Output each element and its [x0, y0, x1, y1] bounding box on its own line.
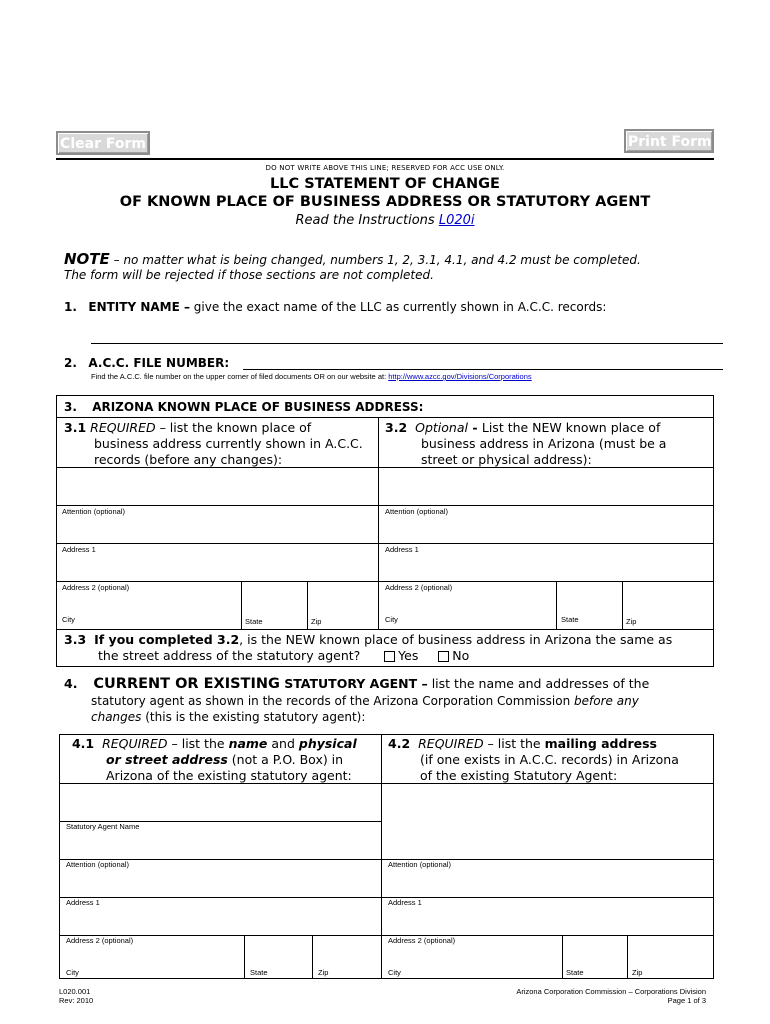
s32-city-label: City: [385, 615, 398, 624]
s3-row-line: [56, 629, 714, 630]
s31-l1: – list the known place of: [155, 420, 312, 435]
file-number-field[interactable]: [243, 369, 723, 370]
s42-address1-label: Address 1: [388, 898, 422, 907]
reserved-divider: [56, 158, 714, 160]
s3-row-line: [56, 581, 714, 582]
s31-l3: records (before any changes):: [94, 452, 283, 467]
s41-name: name: [228, 736, 268, 751]
s4-l3a: changes: [91, 710, 142, 724]
s4-row-line: [59, 897, 714, 898]
s33-l2: the street address of the statutory agent?: [98, 648, 361, 663]
s4-num: 4.: [64, 676, 78, 691]
title-line-2: OF KNOWN PLACE OF BUSINESS ADDRESS OR STATUTORY AGENT: [119, 194, 651, 210]
s31-zip-label: Zip: [311, 617, 322, 626]
note-dash: –: [109, 253, 124, 267]
section-3-column-divider: [378, 417, 379, 630]
s41-and: and: [267, 736, 299, 751]
s31-address1-label: Address 1: [62, 545, 96, 554]
section-1-number: 1.: [64, 300, 77, 314]
section-3-1-text: [64, 420, 376, 468]
azcc-link[interactable]: http://www.azcc.gov/Divisions/Corporations: [388, 372, 532, 381]
file-number-hint-text: Find the A.C.C. file number on the upper corner of filed documents OR on our website at:: [91, 372, 389, 381]
s42-address2-label: Address 2 (optional): [388, 936, 456, 945]
section-4-1-text: [64, 736, 378, 784]
s4-state-divider: [562, 935, 563, 979]
s4-state-divider: [244, 935, 245, 979]
footer-page: Page 1 of 3: [667, 996, 706, 1005]
print-form-button[interactable]: Print Form: [624, 129, 714, 153]
section-2-bold: A.C.C. FILE NUMBER:: [88, 356, 230, 370]
section-1-bold: ENTITY NAME –: [88, 300, 190, 314]
s41-zip-label: Zip: [318, 968, 329, 977]
s33-bold: If you completed 3.2: [94, 632, 240, 647]
s3-zip-divider: [307, 581, 308, 629]
section-4-2-text: [388, 736, 710, 784]
s31-state-label: State: [245, 617, 263, 626]
s41-city-label: City: [66, 968, 79, 977]
s32-address1-label: Address 1: [385, 545, 419, 554]
section-3-divider: [56, 417, 714, 418]
s42-l1: – list the: [483, 736, 545, 751]
s31-attention-label: Attention (optional): [62, 507, 125, 516]
section-4-line-3: [91, 710, 365, 724]
s4-zip-divider: [312, 935, 313, 979]
s41-address1-label: Address 1: [66, 898, 100, 907]
s32-dash: -: [467, 420, 482, 435]
s42-req: REQUIRED: [418, 736, 484, 751]
s32-opt: Optional: [415, 420, 468, 435]
no-checkbox[interactable]: [438, 651, 449, 662]
s4-column-divider: [381, 734, 382, 979]
clear-form-button[interactable]: Clear Form: [56, 131, 150, 155]
note-line-2: The form will be rejected if those sections are not completed.: [64, 268, 434, 282]
s41-state-label: State: [250, 968, 268, 977]
footer-rev: Rev: 2010: [59, 996, 94, 1005]
note-text: no matter what is being changed, numbers 1, 2, 3.1, 4.1, and 4.2 must be completed.: [123, 253, 641, 267]
s4-zip-divider: [627, 935, 628, 979]
s4-big: CURRENT OR EXISTING: [93, 676, 280, 692]
s3-row-line: [56, 543, 714, 544]
section-3-heading: [64, 400, 423, 414]
s32-l3: street or physical address):: [421, 452, 592, 467]
title-line-1: LLC STATEMENT OF CHANGE: [270, 176, 500, 192]
s31-num: 3.1: [64, 420, 87, 435]
yes-label: Yes: [398, 648, 419, 663]
reserved-notice: DO NOT WRITE ABOVE THIS LINE; RESERVED FOR ACC USE ONLY.: [265, 164, 505, 172]
s32-l1: List the NEW known place of: [481, 420, 661, 435]
s3-state-divider: [241, 581, 242, 629]
s32-address2-label: Address 2 (optional): [385, 583, 453, 592]
instructions-prefix: Read the Instructions: [295, 213, 439, 228]
s4-l1: list the name and addresses of the: [427, 676, 650, 691]
s42-city-label: City: [388, 968, 401, 977]
s31-address2-label: Address 2 (optional): [62, 583, 130, 592]
note-label: NOTE: [64, 250, 110, 268]
s42-attention-label: Attention (optional): [388, 860, 451, 869]
s41-street: or street address: [106, 752, 228, 767]
section-2-number: 2.: [64, 356, 77, 370]
s4-l2a: statutory agent as shown in the records of the Arizona Corporation Commission: [91, 694, 575, 708]
s41-address2-label: Address 2 (optional): [66, 936, 134, 945]
no-label: No: [452, 648, 470, 663]
s41-l1: – list the: [167, 736, 229, 751]
s32-state-label: State: [561, 615, 579, 624]
s32-num: 3.2: [385, 420, 408, 435]
section-2-heading: [64, 356, 229, 370]
s32-l2: business address in Arizona (must be a: [421, 436, 667, 451]
section-4-line-2: [91, 694, 639, 708]
s42-l3: of the existing Statutory Agent:: [420, 768, 618, 783]
section-3-number: 3.: [64, 400, 77, 414]
s3-row-line: [56, 505, 714, 506]
s42-state-label: State: [566, 968, 584, 977]
s31-city-label: City: [62, 615, 75, 624]
s4-bold: STATUTORY AGENT –: [279, 676, 428, 691]
s41-num: 4.1: [71, 736, 95, 751]
note-line-1: [64, 250, 641, 268]
s41-l3: Arizona of the existing statutory agent:: [106, 768, 352, 783]
instructions-line: [0, 213, 770, 228]
section-3-title: ARIZONA KNOWN PLACE OF BUSINESS ADDRESS:: [92, 400, 424, 414]
s41-req: REQUIRED: [102, 736, 168, 751]
s42-num: 4.2: [388, 736, 411, 751]
s4-row-line: [59, 783, 714, 784]
s42-mail: mailing address: [544, 736, 657, 751]
s41-l2: (not a P.O. Box) in: [227, 752, 344, 767]
section-3-2-text: [385, 420, 710, 468]
s4-row-line: [59, 859, 714, 860]
section-1-text: give the exact name of the LLC as currently shown in A.C.C. records:: [189, 300, 607, 314]
s4-l2b: before any: [574, 694, 639, 708]
file-number-hint: [91, 372, 532, 381]
s31-l2: business address currently shown in A.C.C.: [94, 436, 363, 451]
footer-agency: Arizona Corporation Commission – Corporations Division: [516, 987, 706, 996]
s41-attention-label: Attention (optional): [66, 860, 129, 869]
s42-zip-label: Zip: [632, 968, 643, 977]
s33-num: 3.3: [64, 632, 87, 647]
s33-l1: , is the NEW known place of business address in Arizona the same as: [239, 632, 673, 647]
yes-checkbox[interactable]: [384, 651, 395, 662]
section-1-heading: [64, 300, 606, 314]
s4-row-line: [59, 935, 714, 936]
footer-code: L020.001: [59, 987, 91, 996]
s31-req: REQUIRED: [90, 420, 156, 435]
s3-zip-divider: [622, 581, 623, 629]
s3-row-line: [56, 467, 714, 468]
s41-phys: physical: [298, 736, 357, 751]
section-4-heading: [64, 676, 649, 692]
s42-l2: (if one exists in A.C.C. records) in Arizona: [420, 752, 679, 767]
s3-state-divider: [556, 581, 557, 629]
s41-agent-name-label: Statutory Agent Name: [66, 822, 140, 831]
s4-l3b: (this is the existing statutory agent):: [141, 710, 366, 724]
entity-name-field[interactable]: [91, 343, 723, 344]
s32-zip-label: Zip: [626, 617, 637, 626]
s32-attention-label: Attention (optional): [385, 507, 448, 516]
instructions-link[interactable]: L020i: [438, 213, 475, 228]
section-3-3: [64, 632, 709, 664]
